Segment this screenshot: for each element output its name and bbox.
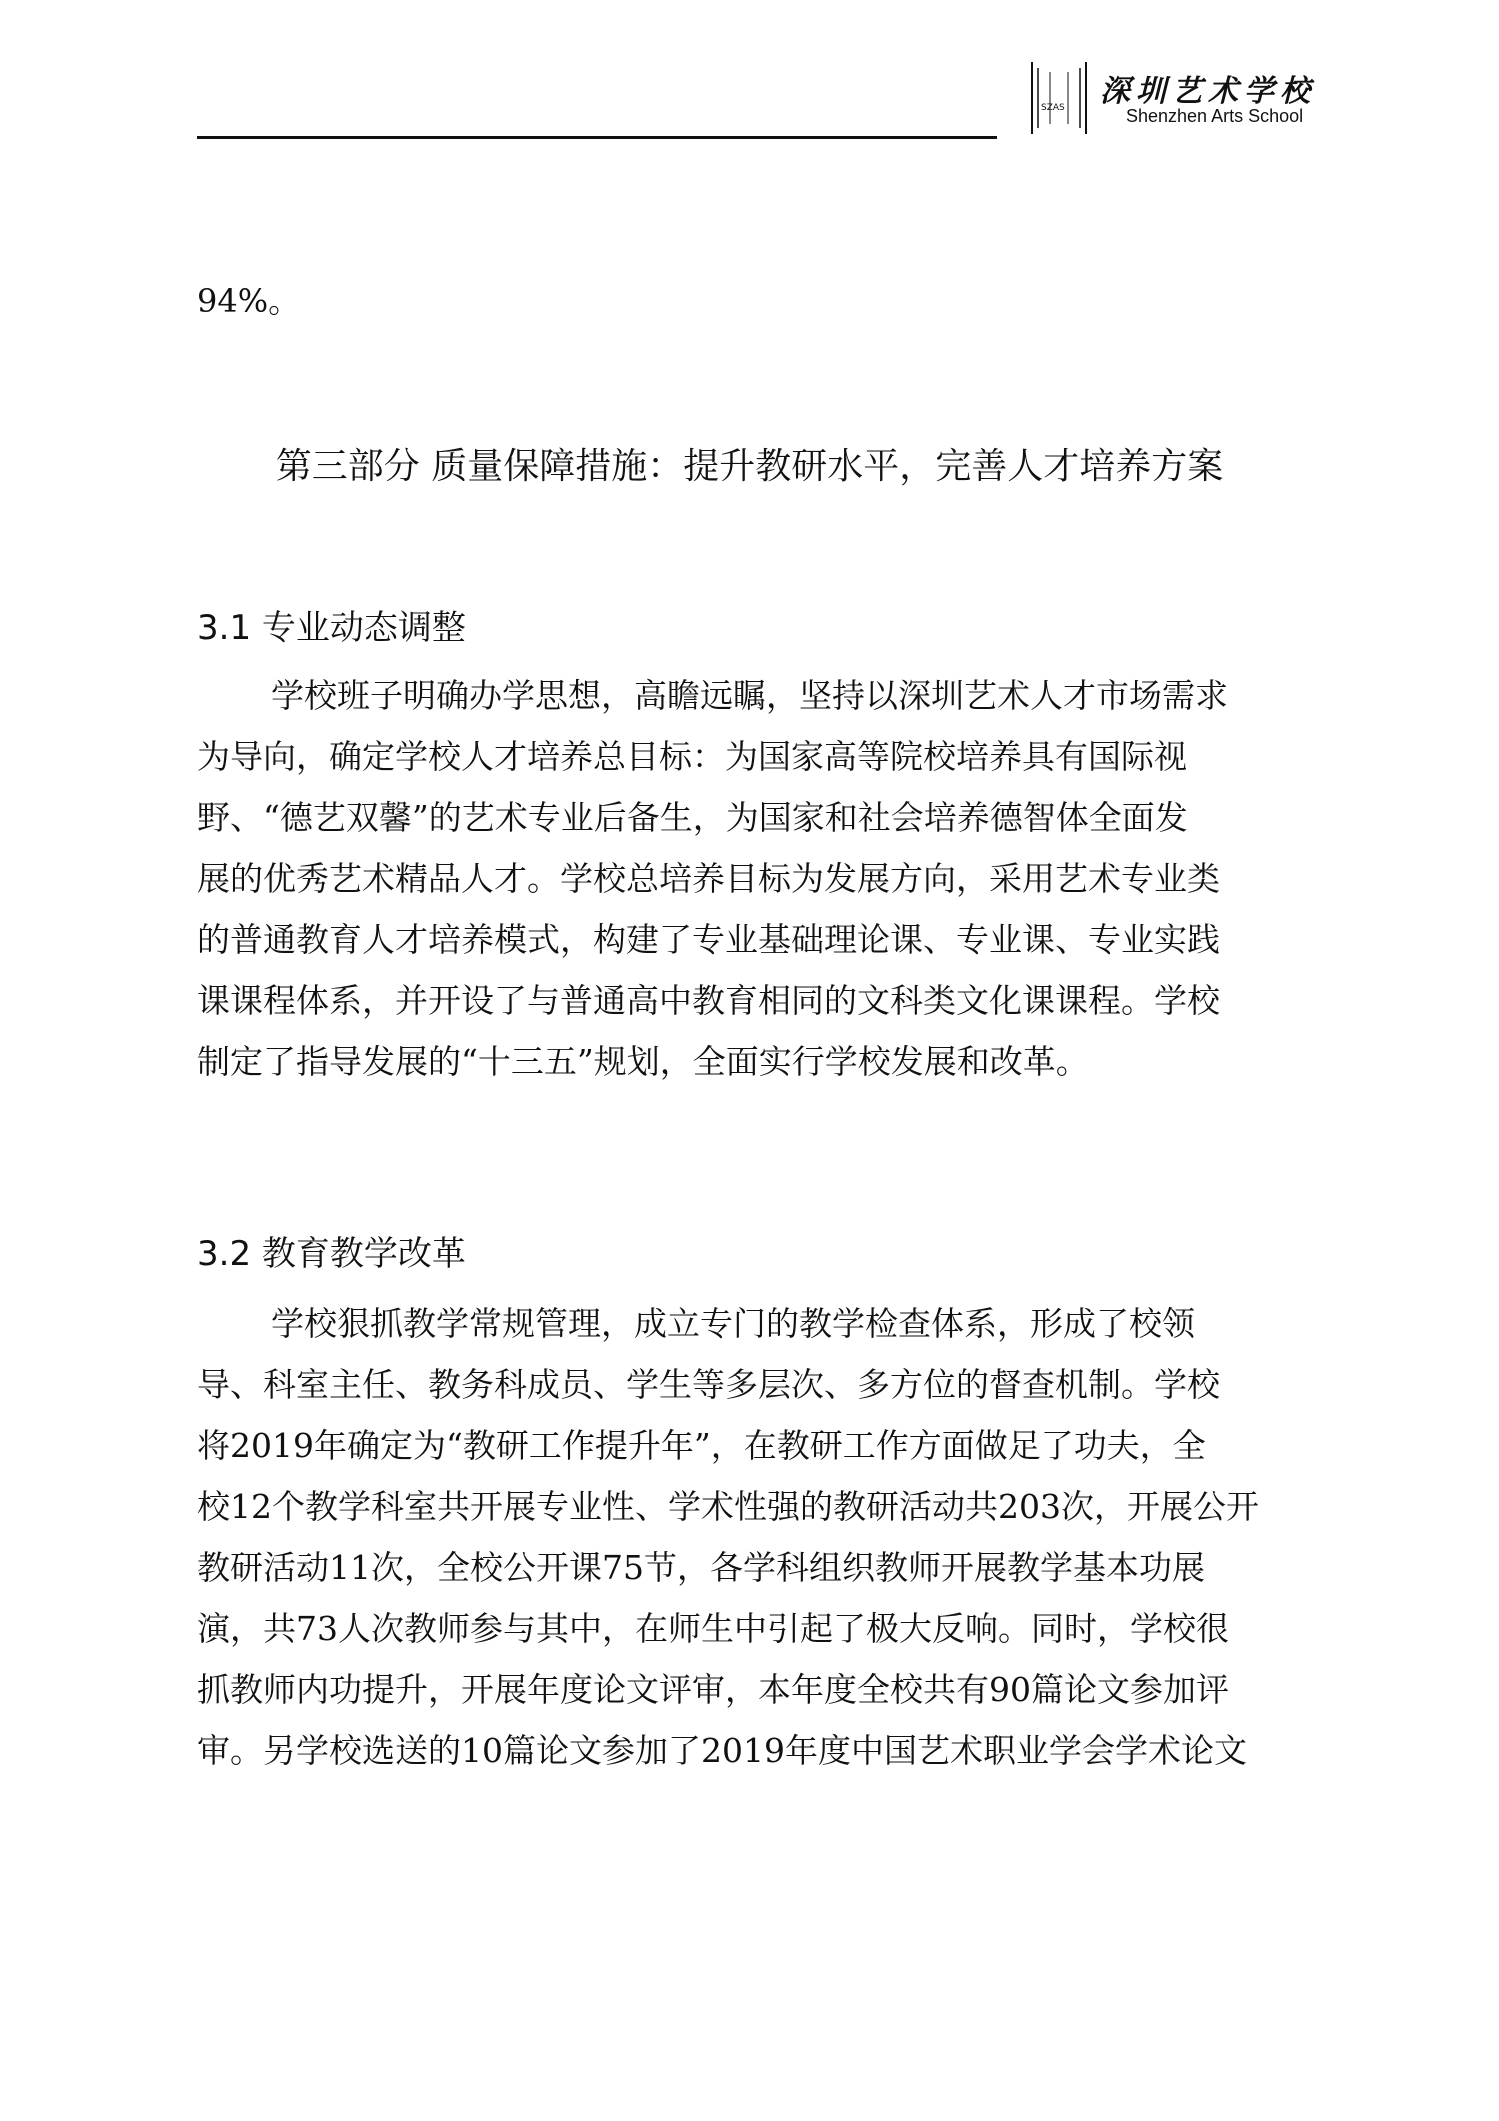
- paragraph-line: 导、科室主任、教务科成员、学生等多层次、多方位的督查机制。学校: [197, 1365, 1220, 1404]
- paragraph-line: 校12个教学科室共开展专业性、学术性强的教研活动共203次，开展公开: [197, 1487, 1259, 1526]
- continuation-text: 94%。: [197, 282, 301, 320]
- paragraph-line: 展的优秀艺术精品人才。学校总培养目标为发展方向，采用艺术专业类: [197, 859, 1220, 898]
- header-logo: [1030, 62, 1330, 140]
- section-heading-3-2: 3.2 教育教学改革: [197, 1234, 466, 1274]
- section-3-1-paragraph: [197, 665, 1317, 1092]
- paragraph-line: 为导向，确定学校人才培养总目标：为国家高等院校培养具有国际视: [197, 737, 1187, 776]
- section-heading-3-1: 3.1 专业动态调整: [197, 608, 466, 648]
- paragraph-line: 制定了指导发展的“十三五”规划，全面实行学校发展和改革。: [197, 1042, 1089, 1081]
- section-3-2-paragraph: [197, 1293, 1317, 1781]
- paragraph-line: 学校班子明确办学思想，高瞻远瞩，坚持以深圳艺术人才市场需求: [271, 676, 1228, 715]
- paragraph-line: 的普通教育人才培养模式，构建了专业基础理论课、专业课、专业实践: [197, 920, 1220, 959]
- header-rule: [197, 136, 997, 139]
- school-name-cn: 深圳艺术学校: [1100, 74, 1316, 109]
- paragraph-line: 抓教师内功提升，开展年度论文评审，本年度全校共有90篇论文参加评: [197, 1670, 1229, 1709]
- paragraph-line: 学校狠抓教学常规管理，成立专门的教学检查体系，形成了校领: [271, 1304, 1195, 1343]
- paragraph-line: 野、“德艺双馨”的艺术专业后备生，为国家和社会培养德智体全面发: [197, 798, 1188, 837]
- paragraph-line: 课课程体系，并开设了与普通高中教育相同的文科类文化课课程。学校: [197, 981, 1220, 1020]
- paragraph-line: 将2019年确定为“教研工作提升年”，在教研工作方面做足了功夫，全: [197, 1426, 1206, 1465]
- part-title: 第三部分 质量保障措施：提升教研水平，完善人才培养方案: [275, 446, 1224, 487]
- paragraph-line: 演，共73人次教师参与其中，在师生中引起了极大反响。同时，学校很: [197, 1609, 1229, 1648]
- paragraph-line: 教研活动11次，全校公开课75节，各学科组织教师开展教学基本功展: [197, 1548, 1205, 1587]
- school-logo-mark-icon: [1030, 62, 1088, 134]
- svg-text:SZAS: SZAS: [1041, 103, 1065, 113]
- school-name-en: Shenzhen Arts School: [1126, 106, 1304, 126]
- paragraph-line: 审。另学校选送的10篇论文参加了2019年度中国艺术职业学会学术论文: [197, 1731, 1247, 1770]
